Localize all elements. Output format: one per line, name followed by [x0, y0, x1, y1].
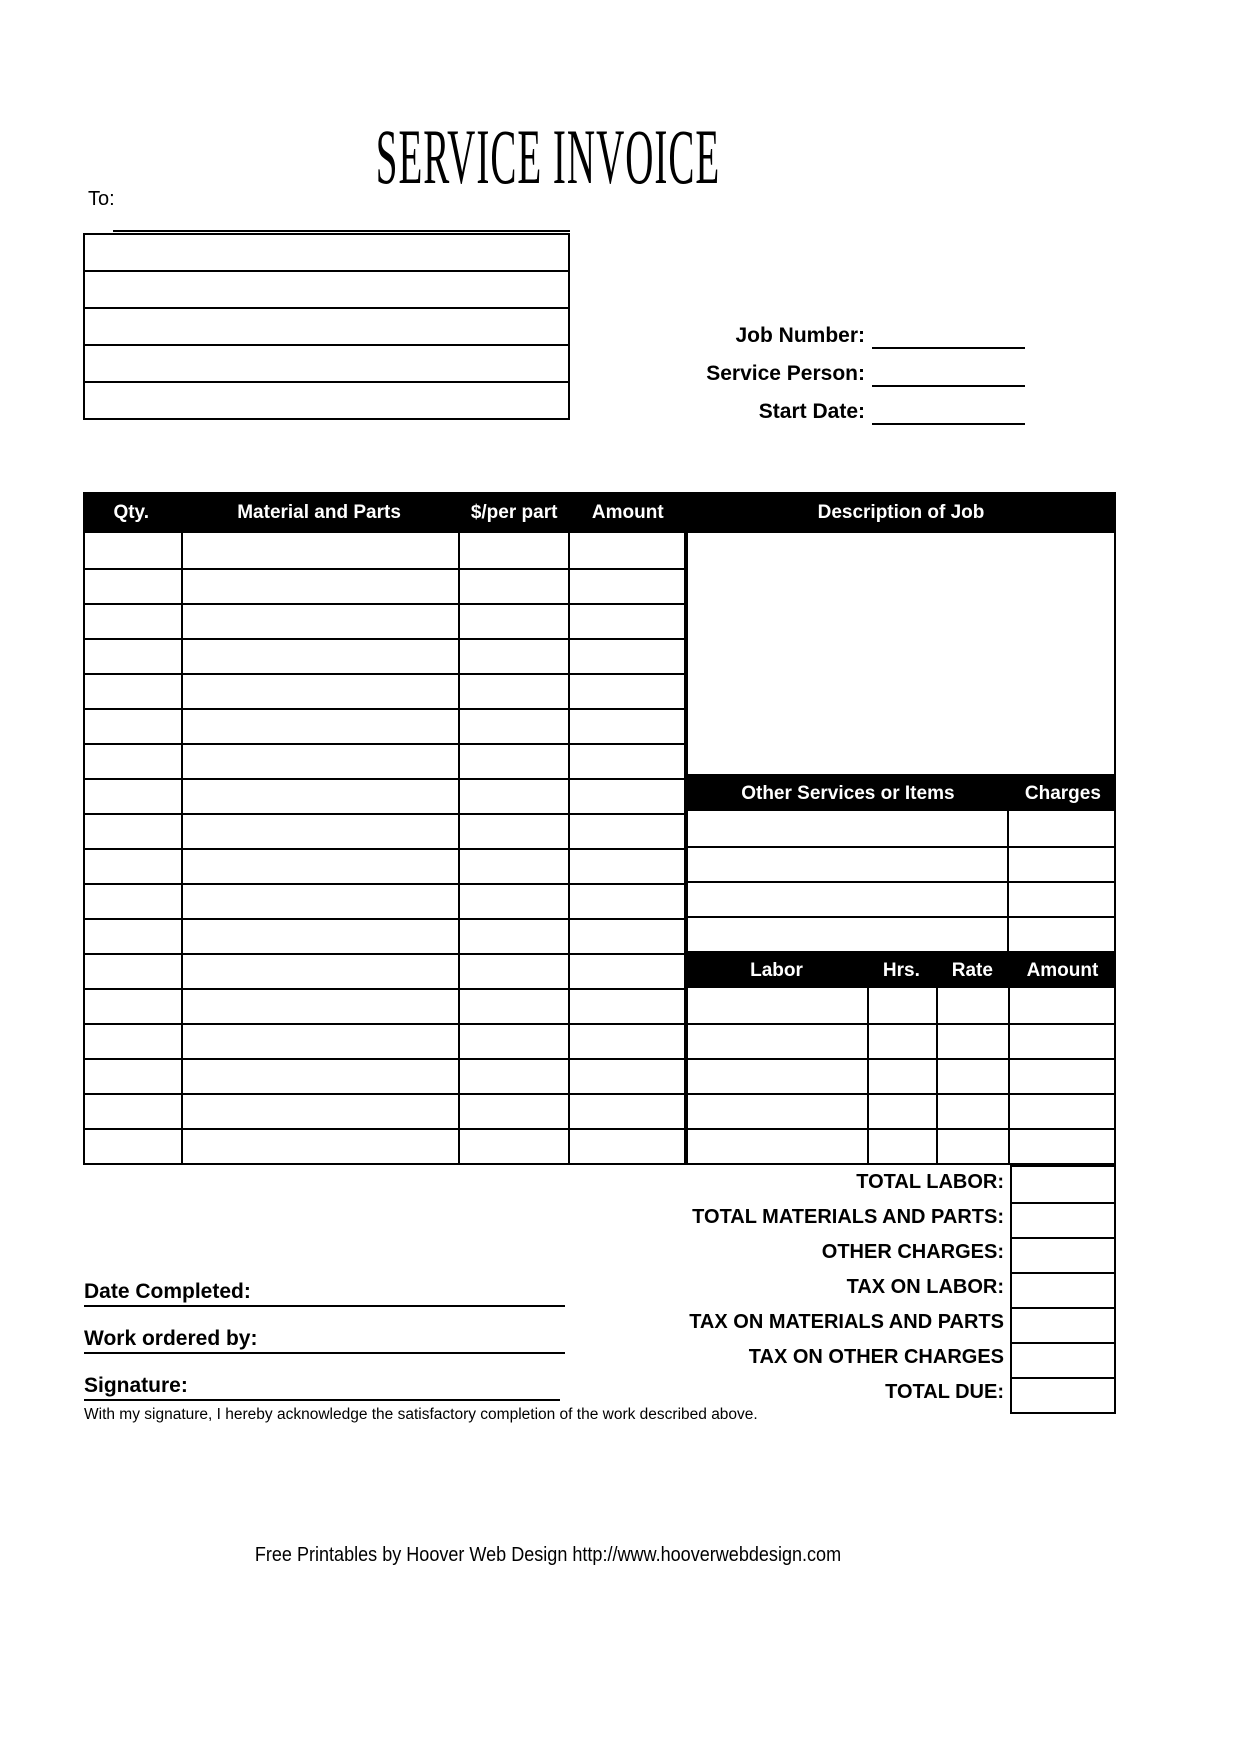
labor-row[interactable] — [688, 1023, 1114, 1058]
service-person-label: Service Person: — [706, 362, 865, 385]
other-services-body — [686, 811, 1116, 953]
other-services-row[interactable] — [688, 846, 1114, 881]
materials-table-body — [83, 533, 686, 1165]
rate-header: Rate — [951, 959, 993, 981]
job-number-label: Job Number: — [735, 324, 865, 347]
labor-row[interactable] — [688, 988, 1114, 1023]
other-services-header-bar — [686, 776, 1116, 811]
materials-row[interactable] — [85, 778, 684, 813]
page-title: SERVICE INVOICE — [375, 113, 721, 200]
total-materials-box[interactable] — [1012, 1202, 1114, 1237]
labor-body — [686, 988, 1116, 1165]
materials-row[interactable] — [85, 1058, 684, 1093]
tax-on-labor-label: TAX ON LABOR: — [846, 1276, 1004, 1298]
materials-row[interactable] — [85, 533, 684, 568]
total-labor-label: TOTAL LABOR: — [856, 1171, 1004, 1193]
tax-on-materials-label: TAX ON MATERIALS AND PARTS — [689, 1311, 1004, 1333]
other-charges-box[interactable] — [1012, 1237, 1114, 1272]
tax-on-other-charges-label: TAX ON OTHER CHARGES — [748, 1346, 1004, 1368]
other-services-row[interactable] — [688, 881, 1114, 916]
materials-row[interactable] — [85, 883, 684, 918]
job-number-line[interactable] — [872, 347, 1025, 349]
tax-on-other-charges-box[interactable] — [1012, 1342, 1114, 1377]
signature-acknowledgement-text: With my signature, I hereby acknowledge the satisfactory completion of the work described above. — [84, 1406, 758, 1423]
materials-row[interactable] — [85, 568, 684, 603]
labor-row[interactable] — [688, 1128, 1114, 1163]
job-details-panel — [686, 492, 1116, 1165]
hours-header: Hrs. — [882, 959, 920, 981]
charges-header: Charges — [1024, 782, 1101, 804]
materials-table-header — [83, 492, 686, 533]
date-completed-line[interactable] — [84, 1305, 565, 1307]
materials-row[interactable] — [85, 708, 684, 743]
labor-header-bar — [686, 953, 1116, 988]
totals-boxes — [1010, 1165, 1116, 1414]
total-labor-box[interactable] — [1012, 1167, 1114, 1202]
recipient-address-row[interactable] — [85, 272, 568, 309]
start-date-label: Start Date: — [758, 400, 865, 423]
to-line[interactable] — [113, 230, 570, 232]
tax-on-labor-box[interactable] — [1012, 1272, 1114, 1307]
other-services-row[interactable] — [688, 811, 1114, 846]
work-ordered-by-label: Work ordered by: — [84, 1327, 258, 1350]
materials-row[interactable] — [85, 673, 684, 708]
service-person-line[interactable] — [872, 385, 1025, 387]
labor-header: Labor — [750, 959, 803, 981]
work-ordered-by-line[interactable] — [84, 1352, 565, 1354]
signature-label: Signature: — [84, 1374, 188, 1397]
description-of-job-header: Description of Job — [686, 492, 1116, 533]
materials-row[interactable] — [85, 603, 684, 638]
date-completed-label: Date Completed: — [84, 1280, 251, 1303]
qty-header: Qty. — [113, 501, 149, 523]
materials-row[interactable] — [85, 988, 684, 1023]
other-services-row[interactable] — [688, 916, 1114, 951]
price-per-part-header: $/per part — [470, 501, 558, 523]
to-label: To: — [88, 188, 115, 210]
materials-row[interactable] — [85, 1023, 684, 1058]
materials-row[interactable] — [85, 918, 684, 953]
labor-row[interactable] — [688, 1058, 1114, 1093]
other-services-header: Other Services or Items — [741, 782, 955, 804]
material-and-parts-header: Material and Parts — [237, 501, 401, 523]
description-of-job-area[interactable] — [686, 533, 1116, 776]
other-charges-label: OTHER CHARGES: — [821, 1241, 1004, 1263]
materials-row[interactable] — [85, 813, 684, 848]
total-due-label: TOTAL DUE: — [885, 1381, 1004, 1403]
materials-row[interactable] — [85, 1128, 684, 1163]
total-materials-label: TOTAL MATERIALS AND PARTS: — [692, 1206, 1004, 1228]
footer-credit: Free Printables by Hoover Web Design http://www.hooverwebdesign.com — [254, 1543, 842, 1566]
materials-row[interactable] — [85, 953, 684, 988]
materials-row[interactable] — [85, 743, 684, 778]
materials-amount-header: Amount — [591, 501, 664, 523]
materials-row[interactable] — [85, 1093, 684, 1128]
labor-amount-header: Amount — [1026, 959, 1099, 981]
materials-row[interactable] — [85, 848, 684, 883]
recipient-address-row[interactable] — [85, 235, 568, 272]
tax-on-materials-box[interactable] — [1012, 1307, 1114, 1342]
signature-line[interactable] — [84, 1399, 560, 1401]
materials-row[interactable] — [85, 638, 684, 673]
materials-table — [83, 492, 686, 1165]
start-date-line[interactable] — [872, 423, 1025, 425]
total-due-box[interactable] — [1012, 1377, 1114, 1412]
labor-row[interactable] — [688, 1093, 1114, 1128]
